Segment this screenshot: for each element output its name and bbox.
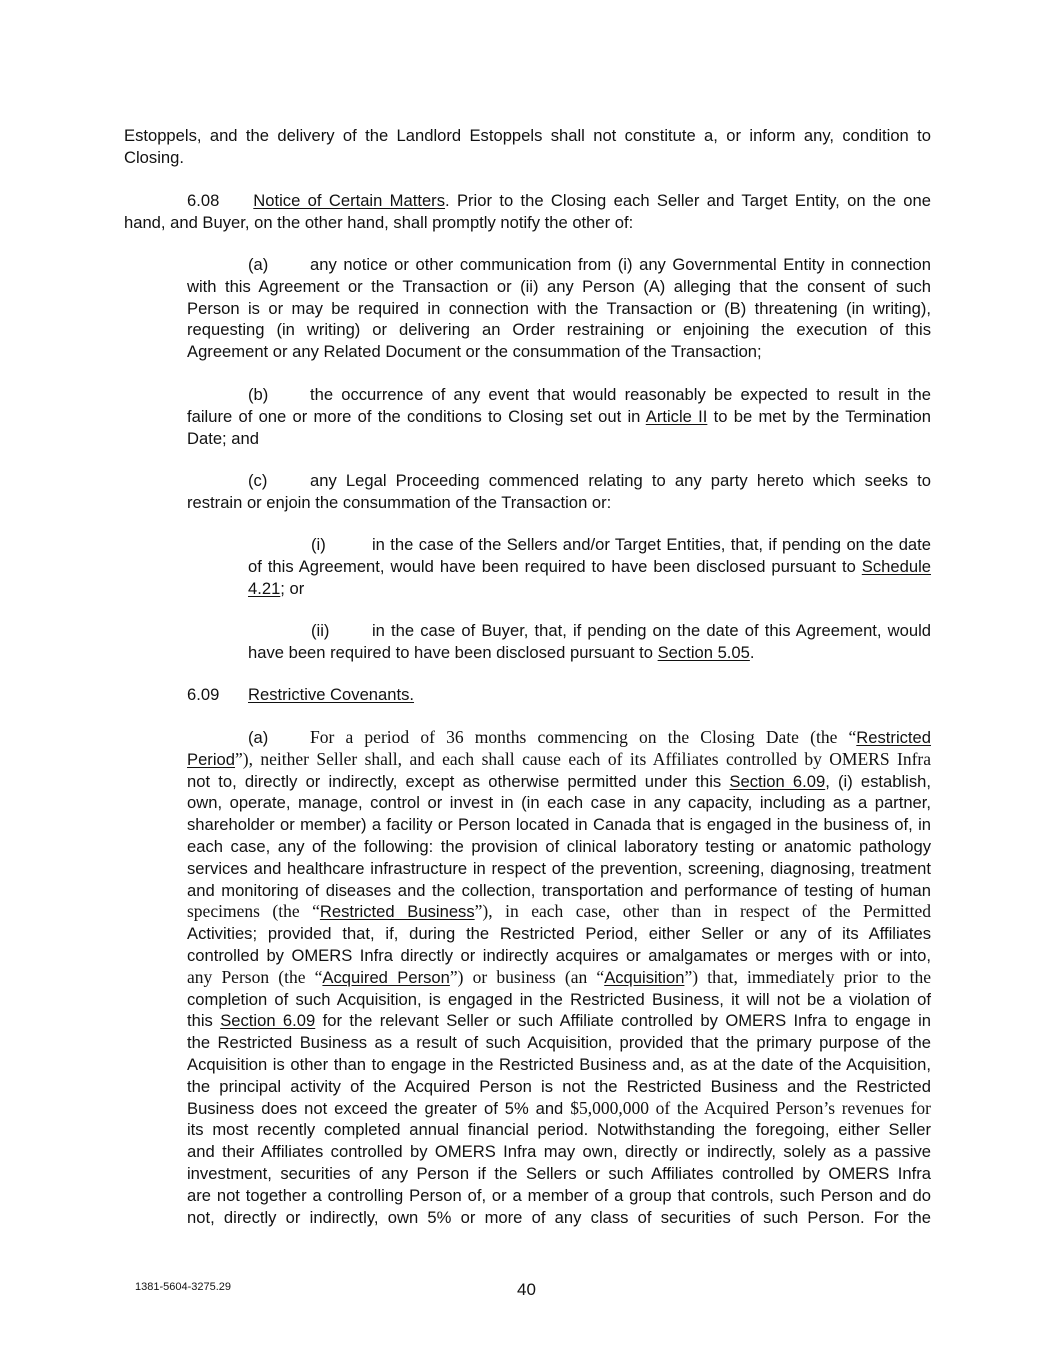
section-number: 6.09 bbox=[187, 685, 220, 704]
text-line bbox=[187, 470, 931, 492]
defined-term: Period bbox=[187, 749, 235, 769]
text-line: Person is or may be required in connection with the Transaction or (B) threatening (in writing), bbox=[187, 298, 931, 318]
cross-reference-link[interactable]: Section 5.05 bbox=[657, 642, 750, 662]
text-line bbox=[187, 1098, 931, 1120]
text-run: for the relevant Seller or such Affiliate controlled by OMERS Infra to engage in bbox=[315, 1011, 931, 1031]
section-6-09 bbox=[187, 684, 931, 706]
text-line: Acquisition is other than to engage in the Restricted Business and, as at the date of the Acquisition, bbox=[187, 1054, 931, 1074]
section-number: 6.08 bbox=[187, 191, 220, 210]
text-line: are not together a controlling Person of, or a member of a group that controls, such Person and do bbox=[187, 1185, 931, 1205]
text-line bbox=[187, 1010, 931, 1032]
text-line: shareholder or member) a facility or Person located in Canada that is engaged in the business of, in bbox=[187, 815, 931, 835]
text-line: services and healthcare infrastructure in respect of the prevention, screening, diagnosing, treatment bbox=[187, 858, 931, 878]
text-run: to be met by the Termination bbox=[707, 406, 931, 426]
text-line bbox=[248, 578, 931, 600]
text-line: requesting (in writing) or delivering an Order restraining or enjoining the execution of this bbox=[187, 320, 931, 340]
text-line bbox=[187, 384, 931, 406]
text-line bbox=[187, 749, 931, 771]
text-line bbox=[124, 190, 931, 212]
text-run: in the case of Buyer, that, if pending on the date of this Agreement, would bbox=[372, 621, 931, 640]
text-run: ”) that, immediately prior to the bbox=[684, 966, 931, 987]
text-line bbox=[187, 967, 931, 989]
text-run: failure of one or more of the conditions to Closing set out in bbox=[187, 406, 646, 426]
text-line: own, operate, manage, control or invest in (in each case in any capacity, including as a partner, bbox=[187, 793, 931, 813]
text-line: and monitoring of diseases and the collection, transportation and performance of testing of human bbox=[187, 880, 931, 900]
clause-label: (a) bbox=[248, 728, 269, 747]
text-line: completion of such Acquisition, is engaged in the Restricted Business, it will not be a violation of bbox=[187, 989, 931, 1009]
section-heading: Restrictive Covenants. bbox=[248, 685, 415, 704]
clause-label: (c) bbox=[248, 471, 268, 490]
clause-6-08-b bbox=[187, 384, 931, 449]
clause-label: (a) bbox=[248, 255, 269, 274]
text-run: $5,000,000 of the Acquired Person’s revenues for bbox=[570, 1097, 931, 1118]
text-line: Activities; provided that, if, during the Restricted Period, either Seller or any of its Affiliates bbox=[187, 924, 931, 944]
text-run: For a period of 36 months commencing on the Closing Date (the “ bbox=[310, 727, 857, 747]
text-line bbox=[187, 771, 931, 793]
text-line: Agreement or any Related Document or the consummation of the Transaction; bbox=[187, 342, 762, 362]
text-line: with this Agreement or the Transaction or (ii) any Person (A) alleging that the consent of such bbox=[187, 276, 931, 296]
text-line: Closing. bbox=[124, 147, 184, 167]
text-line: not, directly or indirectly, own 5% or more of any class of securities of such Person. For the bbox=[187, 1207, 931, 1227]
defined-term: Acquired Person bbox=[322, 967, 450, 987]
text-line bbox=[187, 901, 931, 923]
text-line: Date; and bbox=[187, 428, 259, 448]
text-line: and their Affiliates controlled by OMERS Infra may own, directly or indirectly, solely as a passive bbox=[187, 1142, 931, 1162]
cross-reference-link[interactable]: Schedule bbox=[861, 556, 931, 576]
defined-term: Restricted bbox=[856, 728, 931, 747]
carryover-paragraph bbox=[124, 125, 931, 169]
text-line bbox=[248, 534, 931, 556]
text-line: each case, any of the following: the provision of clinical laboratory testing or anatomic pathology bbox=[187, 836, 931, 856]
text-line bbox=[248, 642, 931, 664]
clause-6-08-c-i bbox=[248, 534, 931, 599]
text-line bbox=[187, 727, 931, 749]
clause-6-08-c bbox=[187, 470, 931, 514]
text-run: have been required to have been disclosed pursuant to bbox=[248, 642, 658, 662]
defined-term: Acquisition bbox=[604, 967, 685, 987]
text-run: ; or bbox=[280, 578, 305, 598]
text-line bbox=[187, 406, 931, 428]
cross-reference-link[interactable]: 4.21 bbox=[248, 578, 281, 598]
text-run: not to, directly or indirectly, except as otherwise permitted under this bbox=[187, 771, 730, 791]
text-line: controlled by OMERS Infra directly or indirectly acquires or amalgamates or merges with or into, bbox=[187, 945, 931, 965]
text-run: ”), in each case, other than in respect of the Permitted bbox=[474, 901, 932, 922]
section-6-08 bbox=[124, 190, 931, 234]
text-run: of this Agreement, would have been required to have been disclosed pursuant to bbox=[248, 556, 862, 576]
clause-label: (ii) bbox=[311, 621, 330, 640]
clause-6-08-c-ii bbox=[248, 620, 931, 664]
text-run: any Person (the “ bbox=[187, 966, 323, 987]
text-run: the occurrence of any event that would reasonably be expected to result in the bbox=[310, 385, 931, 404]
text-run: in the case of the Sellers and/or Target Entities, that, if pending on the date bbox=[372, 535, 931, 554]
text-line bbox=[187, 254, 931, 276]
text-run: . bbox=[749, 642, 755, 662]
clause-6-09-a bbox=[187, 727, 931, 1228]
text-line: the principal activity of the Acquired Person is not the Restricted Business and the Restricted bbox=[187, 1076, 931, 1096]
text-line: restrain or enjoin the consummation of the Transaction or: bbox=[187, 492, 612, 512]
section-heading: Notice of Certain Matters bbox=[253, 191, 446, 210]
text-line: its most recently completed annual financial period. Notwithstanding the foregoing, either Seller bbox=[187, 1120, 931, 1140]
text-run: , (i) establish, bbox=[825, 771, 932, 791]
text-run: any notice or other communication from (i) any Governmental Entity in connection bbox=[310, 255, 931, 274]
text-line bbox=[187, 684, 931, 706]
text-run: ”) or business (an “ bbox=[449, 966, 605, 987]
text-run: specimens (the “ bbox=[187, 901, 320, 922]
text-run: . Prior to the Closing each Seller and Target Entity, on the one bbox=[445, 191, 931, 210]
cross-reference-link[interactable]: Section 6.09 bbox=[220, 1011, 316, 1031]
footer-document-id: 1381-5604-3275.29 bbox=[135, 1281, 232, 1293]
cross-reference-link[interactable]: Section 6.09 bbox=[729, 771, 826, 791]
clause-label: (i) bbox=[311, 535, 326, 554]
text-run: any Legal Proceeding commenced relating to any party hereto which seeks to bbox=[310, 471, 931, 490]
clause-6-08-a bbox=[187, 254, 931, 363]
text-run: Business does not exceed the greater of 5% and bbox=[187, 1098, 571, 1118]
text-line bbox=[248, 620, 931, 642]
text-line: investment, securities of any Person if the Sellers or such Affiliates controlled by OMERS Infra bbox=[187, 1163, 931, 1183]
text-line: the Restricted Business as a result of such Acquisition, provided that the primary purpose of the bbox=[187, 1033, 931, 1053]
text-line: hand, and Buyer, on the other hand, shall promptly notify the other of: bbox=[124, 212, 634, 232]
text-run: ”), neither Seller shall, and each shall cause each of its Affiliates controlled by OMERS Infra bbox=[234, 748, 931, 769]
page-number: 40 bbox=[517, 1280, 536, 1299]
defined-term: Restricted Business bbox=[319, 902, 475, 922]
text-line: Estoppels, and the delivery of the Landlord Estoppels shall not constitute a, or inform any, condition to bbox=[124, 126, 931, 145]
cross-reference-link[interactable]: Article II bbox=[645, 406, 708, 426]
text-line bbox=[248, 556, 931, 578]
text-run: this bbox=[187, 1011, 221, 1031]
clause-label: (b) bbox=[248, 385, 269, 404]
